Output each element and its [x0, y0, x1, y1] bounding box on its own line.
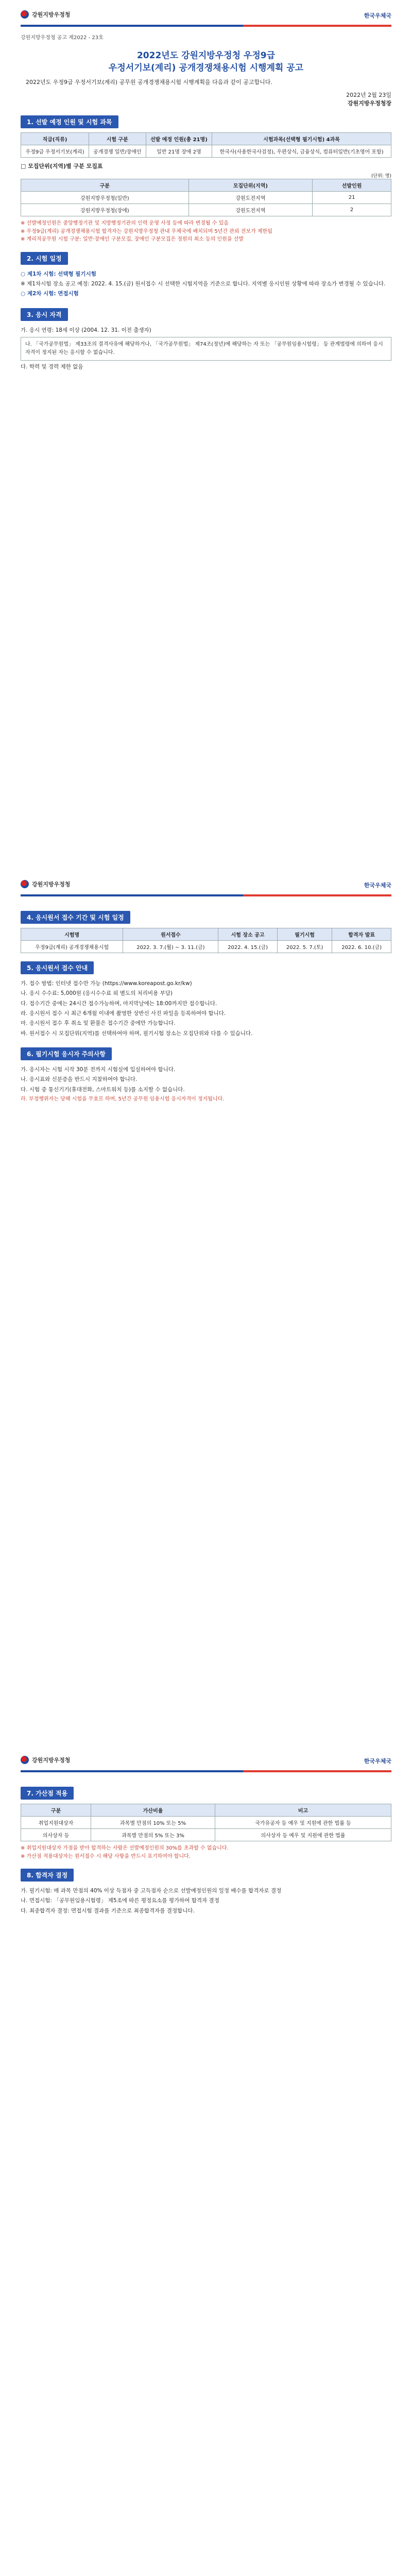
section-6-title: 6. 필기시험 응시자 주의사항 — [21, 1047, 112, 1060]
page-header: 강원지방우정청 한국우체국 — [21, 1752, 391, 1772]
schedule-table: 시험명 원서접수 시험 장소 공고 필기시험 합격자 발표 우정9급(계리) 공개경쟁채용시험 2022. 3. 7.(월) ~ 3. 11.(금) 2022. 4. 15.(금) 2022. 5. 7.(토) 2022. 6. 10.(금) — [21, 928, 391, 953]
section-5-title: 5. 응시원서 접수 안내 — [21, 961, 94, 974]
notice-page-3: 강원지방우정청 한국우체국 7. 가산점 적용 구분 가산비율 비고 취업지원대상자 과목별 만점의 10% 또는 5% 국가유공자 등 예우 및 지원에 관한 법률 등 의사상자 등 과목별 만점의 5% 또는 3% 의사상자 등 예우 및 지원에 관한 법률 ※ 취업지원대상자 가점을 받아 합격하는 사람은 선발예정인원의 30%를 초과할 수 없습니다. ※ 가산점 적용대상자는 원서접수 시 해당 사항을 반드시 표기하여야 합니다. 8. 합격자 결정 가. 필기시험: 매 과목 만점의 40% 이상 득점자 중 고득점자 순으로 선발예정인원의 일정 배수를 합격자로 결정 나. 면접시험: 「공무원임용시험령」 제5조에 따른 평정요소를 평가하여 합격자 결정 다. 최종합격자 결정: 면접시험 결과를 기준으로 최종합격자를 결정합니다. — [21, 1752, 391, 2555]
notice-page-2: 강원지방우정청 한국우체국 4. 응시원서 접수 기간 및 시험 일정 시험명 원서접수 시험 장소 공고 필기시험 합격자 발표 우정9급(계리) 공개경쟁채용시험 2022. 3. 7.(월) ~ 3. 11.(금) 2022. 4. 15.(금) 2022. 5. 7.(토) 2022. 6. 10.(금) 5. 응시원서 접수 안내 가. 접수 방법: 인터넷 접수만 가능 (https://www.koreapost.go.kr/kw) 나. 응시 수수료: 5,000원 (응시수수료 외 별도의 처리비용 부담) 다. 접수기간 중에는 24시간 접수가능하며, 마지막날에는 18:00까지만 접수합니다. 라. 응시원서 접수 시 최근 6개월 이내에 촬영한 상반신 사진 파일을 등록하여야 합니다. 마. 응시원서 접수 후 취소 및 환불은 접수기간 중에만 가능합니다. 바. 원서접수 시 모집단위(지역)를 선택하여야 하며, 필기시험 장소는 모집단위와 다를 수 있습니다. 6. 필기시험 응시자 주의사항 가. 응시자는 시험 시작 30분 전까지 시험실에 입실하여야 합니다. 나. 응시표와 신분증을 반드시 지참하여야 합니다. 다. 시험 중 통신기기(휴대전화, 스마트워치 등)를 소지할 수 없습니다. 라. 부정행위자는 당해 시험을 무효로 하며, 5년간 공무원 임용시험 응시자격이 정지됩니다. — [21, 876, 391, 1680]
section-8-title: 8. 합격자 결정 — [21, 1869, 74, 1882]
notice-org: 강원지방우정청장 — [347, 100, 391, 107]
notice-date: 2022년 2월 23일 — [346, 92, 391, 99]
header-stripe — [21, 25, 391, 27]
recruit-unit-heading: □ 모집단위(지역)별 구분 모집표 — [21, 163, 103, 170]
exam-subject-table: 직급(직류) 시험 구분 선발 예정 인원(총 21명) 시험과목(선택형 필기시험) 4과목 우정9급 우정서기보(계리) 공개경쟁 일반/장애인 일반 21명 장애 2명 한국사(사용한국사검정), 우편상식, 금융상식, 컴퓨터일반(기초영어 포함) — [21, 132, 391, 158]
table-row: 취업지원대상자 과목별 만점의 10% 또는 5% 국가유공자 등 예우 및 지원에 관한 법률 등 — [21, 1817, 391, 1829]
section-2-title: 2. 시험 일정 — [21, 252, 68, 265]
table-row: 강원지방우정청(장애) 강원도전지역 2 — [21, 204, 391, 216]
table-row: 의사상자 등 과목별 만점의 5% 또는 3% 의사상자 등 예우 및 지원에 관한 법률 — [21, 1829, 391, 1841]
intro-text: 2022년도 우정9급 우정서기보(계리) 공무원 공개경쟁채용시험 시행계획을 다음과 같이 공고합니다. — [26, 78, 272, 86]
agency-logo: 강원지방우정청 — [21, 10, 70, 19]
emblem-icon — [21, 10, 29, 19]
section-1-title: 1. 선발 예정 인원 및 시험 과목 — [21, 115, 118, 128]
emblem-icon — [21, 880, 29, 888]
emblem-icon — [21, 1756, 29, 1764]
table-row: 우정9급(계리) 공개경쟁채용시험 2022. 3. 7.(월) ~ 3. 11.(금) 2022. 4. 15.(금) 2022. 5. 7.(토) 2022. 6. 10.(금) — [21, 941, 391, 953]
notice-title: 2022년도 강원지방우정청 우정9급 우정서기보(계리) 공개경쟁채용시험 시행계획 공고 — [108, 50, 304, 73]
section-4-title: 4. 응시원서 접수 기간 및 시험 일정 — [21, 911, 130, 924]
table-row: 우정9급 우정서기보(계리) 공개경쟁 일반/장애인 일반 21명 장애 2명 한국사(사용한국사검정), 우편상식, 금융상식, 컴퓨터일반(기초영어 포함) — [21, 145, 391, 158]
table-row: 강원지방우정청(일반) 강원도전지역 21 — [21, 192, 391, 204]
page-header: 강원지방우정청 한국우체국 — [21, 876, 391, 896]
post-logo: 한국우체국 — [364, 12, 391, 19]
notice-number: 강원지방우정청 공고 제2022 - 23호 — [21, 35, 104, 41]
recruit-unit-table: 구분 모집단위(지역) 선발인원 강원지방우정청(일반) 강원도전지역 21 강원지방우정청(장애) 강원도전지역 2 — [21, 179, 391, 216]
bonus-point-table: 구분 가산비율 비고 취업지원대상자 과목별 만점의 10% 또는 5% 국가유공자 등 예우 및 지원에 관한 법률 등 의사상자 등 과목별 만점의 5% 또는 3% 의사상자 등 예우 및 지원에 관한 법률 — [21, 1804, 391, 1841]
page-header — [21, 6, 391, 27]
section-7-title: 7. 가산점 적용 — [21, 1787, 74, 1800]
notice-page-1: 강원지방우정청 한국우체국 강원지방우정청 공고 제2022 - 23호 2022년도 강원지방우정청 우정9급 우정서기보(계리) 공개경쟁채용시험 시행계획 공고 2022년도 우정9급 우정서기보(계리) 공무원 공개경쟁채용시험 시행계획을 다음과 같이 공고합니다. 2022년 2월 23일 강원지방우정청장 1. 선발 예정 인원 및 시험 과목 직급(직류) 시험 구분 선발 예정 인원(총 21명) 시험과목(선택형 필기시험) 4과목 우정9급 우정서기보(계리) 공개경쟁 일반/장애인 일반 21명 장애 2명 한국사(사용한국사검정), 우편상식, 금융상식, 컴퓨터일반(기초영어 포함) □ 모집단위(지역)별 구분 모집표 (단위: 명) 구분 모집단위(지역) 선발인원 강원지방우정청(일반) 강원도전지역 21 강원지방우정청(장애) 강원도전지역 2 ※ 선발예정인원은 중앙행정기관 및 지방행정기관의 인력 운영 사정 등에 따라 변경될 수 있음 ※ 우정9급(계리) 공개경쟁채용시험 합격자는 강원지방우정청 관내 우체국에 배치되며 5년간 관외 전보가 제한됨 ※ 계리직공무원 시험 구분: 일반·장애인 구분모집, 장애인 구분모집은 정원의 최소 등의 인원을 선발 2. 시험 일정 ○ 제1차 시험: 선택형 필기시험 ※ 제1차시험 장소 공고 예정: 2022. 4. 15.(금) 원서접수 시 선택한 시험지역을 기준으로 합니다. 지역별 응시인원 상황에 따라 장소가 변경될 수 있습니다. ○ 제2차 시험: 면접시험 3. 응시 자격 가. 응시 연령: 18세 이상 (2004. 12. 31. 이전 출생자) 나. 「국가공무원법」 제33조의 결격사유에 해당하거나, 「국가공무원법」 제74조(정년)에 해당하는 자 또는 「공무원임용시험령」 등 관계법령에 의하여 응시자격이 정지된 자는 응시할 수 없습니다. 다. 학력 및 경력 제한 없음 — [21, 6, 391, 800]
section-3-title: 3. 응시 자격 — [21, 308, 68, 321]
